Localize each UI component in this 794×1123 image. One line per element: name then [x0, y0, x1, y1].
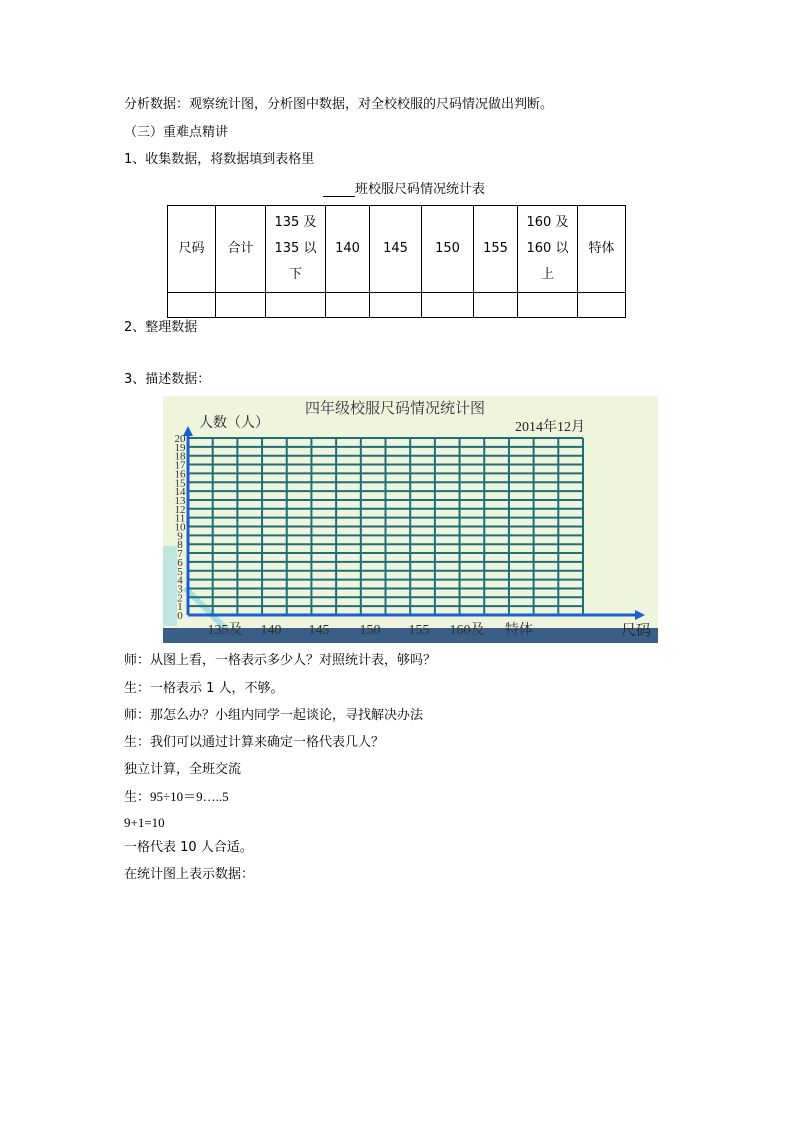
step-collect-data: 1、收集数据，将数据填到表格里 — [124, 152, 315, 167]
table-value-cell[interactable] — [216, 293, 266, 318]
y-tick-label: 17 — [174, 459, 186, 472]
table-header-cell — [518, 206, 578, 293]
y-tick-label: 5 — [177, 565, 183, 578]
header-cell-line: 140 — [335, 241, 360, 256]
student-answer-2: 生：我们可以通过计算来确定一格代表几人？ — [124, 735, 385, 750]
header-cell-line: 135 及 — [274, 215, 317, 230]
y-tick-label: 16 — [174, 468, 186, 481]
section-heading-key-points: （三）重难点精讲 — [124, 125, 229, 140]
header-cell-line: 160 及 — [526, 215, 569, 230]
table-header-cell — [370, 206, 422, 293]
table-header-cell — [326, 206, 370, 293]
y-tick-label: 3 — [177, 583, 183, 596]
calculation-result: 9+1=10 — [124, 815, 165, 830]
table-value-cell[interactable] — [266, 293, 326, 318]
y-tick-label: 15 — [174, 477, 186, 490]
step-describe-data: 3、描述数据： — [124, 372, 211, 387]
y-tick-label: 1 — [177, 601, 183, 614]
table-value-cell[interactable] — [370, 293, 422, 318]
y-tick-label: 6 — [177, 556, 183, 569]
table-value-cell[interactable] — [474, 293, 518, 318]
step-organize-data: 2、整理数据 — [124, 320, 198, 335]
chart-title: 四年级校服尺码情况统计图 — [304, 401, 486, 417]
y-tick-label: 10 — [174, 521, 186, 534]
table-header-cell — [168, 206, 216, 293]
paragraph-analyze-data: 分析数据：观察统计图，分析图中数据，对全校校服的尺码情况做出判断。 — [124, 97, 554, 112]
y-tick-label: 20 — [174, 433, 186, 445]
header-cell-line: 145 — [383, 241, 408, 256]
y-tick-label: 7 — [177, 548, 183, 561]
y-tick-label: 9 — [177, 530, 183, 543]
x-category-label: 155 — [408, 623, 430, 638]
chart-canvas — [163, 396, 658, 643]
table-header-cell — [216, 206, 266, 293]
x-category-label: 140 — [260, 623, 282, 638]
table-value-cell[interactable] — [578, 293, 626, 318]
table-header-cell — [422, 206, 474, 293]
table-value-cell[interactable] — [518, 293, 578, 318]
y-tick-label: 4 — [177, 574, 183, 587]
y-tick-label: 0 — [177, 610, 183, 622]
y-tick-label: 12 — [174, 503, 186, 516]
header-cell-line: 135 以 — [274, 241, 317, 256]
chart-light-band — [163, 546, 177, 626]
x-axis-label: 尺码 — [621, 623, 652, 639]
y-tick-label: 2 — [177, 592, 183, 605]
x-category-label: 150 — [359, 623, 381, 638]
table-value-row — [168, 293, 626, 318]
conclusion-scale: 一格代表 10 人合适。 — [124, 840, 253, 855]
table-header-row — [168, 206, 626, 293]
header-cell-line: 下 — [288, 267, 302, 282]
header-cell-line: 155 — [483, 241, 508, 256]
header-cell-line: 上 — [540, 267, 554, 282]
size-stat-table — [167, 205, 626, 318]
student-calculation: 生：95÷10＝9…..5 — [124, 789, 229, 804]
header-cell-line: 150 — [435, 241, 460, 256]
y-tick-label: 11 — [174, 512, 186, 525]
table-header-cell — [474, 206, 518, 293]
teacher-question-2: 师：那怎么办？小组内同学一起谈论，寻找解决办法 — [124, 708, 424, 723]
student-answer-1: 生：一格表示 1 人，不够。 — [124, 681, 284, 696]
header-cell-line: 160 以 — [526, 241, 569, 256]
instruction-calculate: 独立计算，全班交流 — [124, 762, 242, 777]
instruction-plot-data: 在统计图上表示数据： — [124, 867, 255, 882]
x-category-label: 145 — [308, 623, 330, 638]
y-axis-label: 人数（人） — [199, 416, 269, 431]
table-title-text: 班校服尺码情况统计表 — [355, 182, 486, 197]
table-value-cell[interactable] — [422, 293, 474, 318]
table-title — [323, 178, 485, 197]
header-cell-line: 合计 — [227, 241, 254, 256]
x-category-label: 160及 — [449, 623, 485, 638]
chart-date: 2014年12月 — [515, 420, 585, 435]
blank-class-field — [323, 182, 355, 197]
y-tick-label: 13 — [174, 494, 186, 507]
header-cell-line: 尺码 — [178, 241, 205, 256]
y-tick-label: 8 — [177, 539, 183, 552]
table-value-cell[interactable] — [326, 293, 370, 318]
size-stat-chart — [163, 396, 658, 643]
table-value-cell[interactable] — [168, 293, 216, 318]
x-category-label: 特体 — [505, 623, 533, 638]
table-header-cell — [266, 206, 326, 293]
y-tick-label: 18 — [174, 450, 186, 463]
teacher-question-1: 师：从图上看，一格表示多少人？对照统计表，够吗？ — [124, 653, 437, 668]
y-tick-label: 14 — [174, 486, 186, 499]
table-header-cell — [578, 206, 626, 293]
y-tick-label: 19 — [174, 441, 186, 454]
header-cell-line: 特体 — [588, 241, 615, 256]
x-category-label: 135及 — [207, 623, 243, 638]
